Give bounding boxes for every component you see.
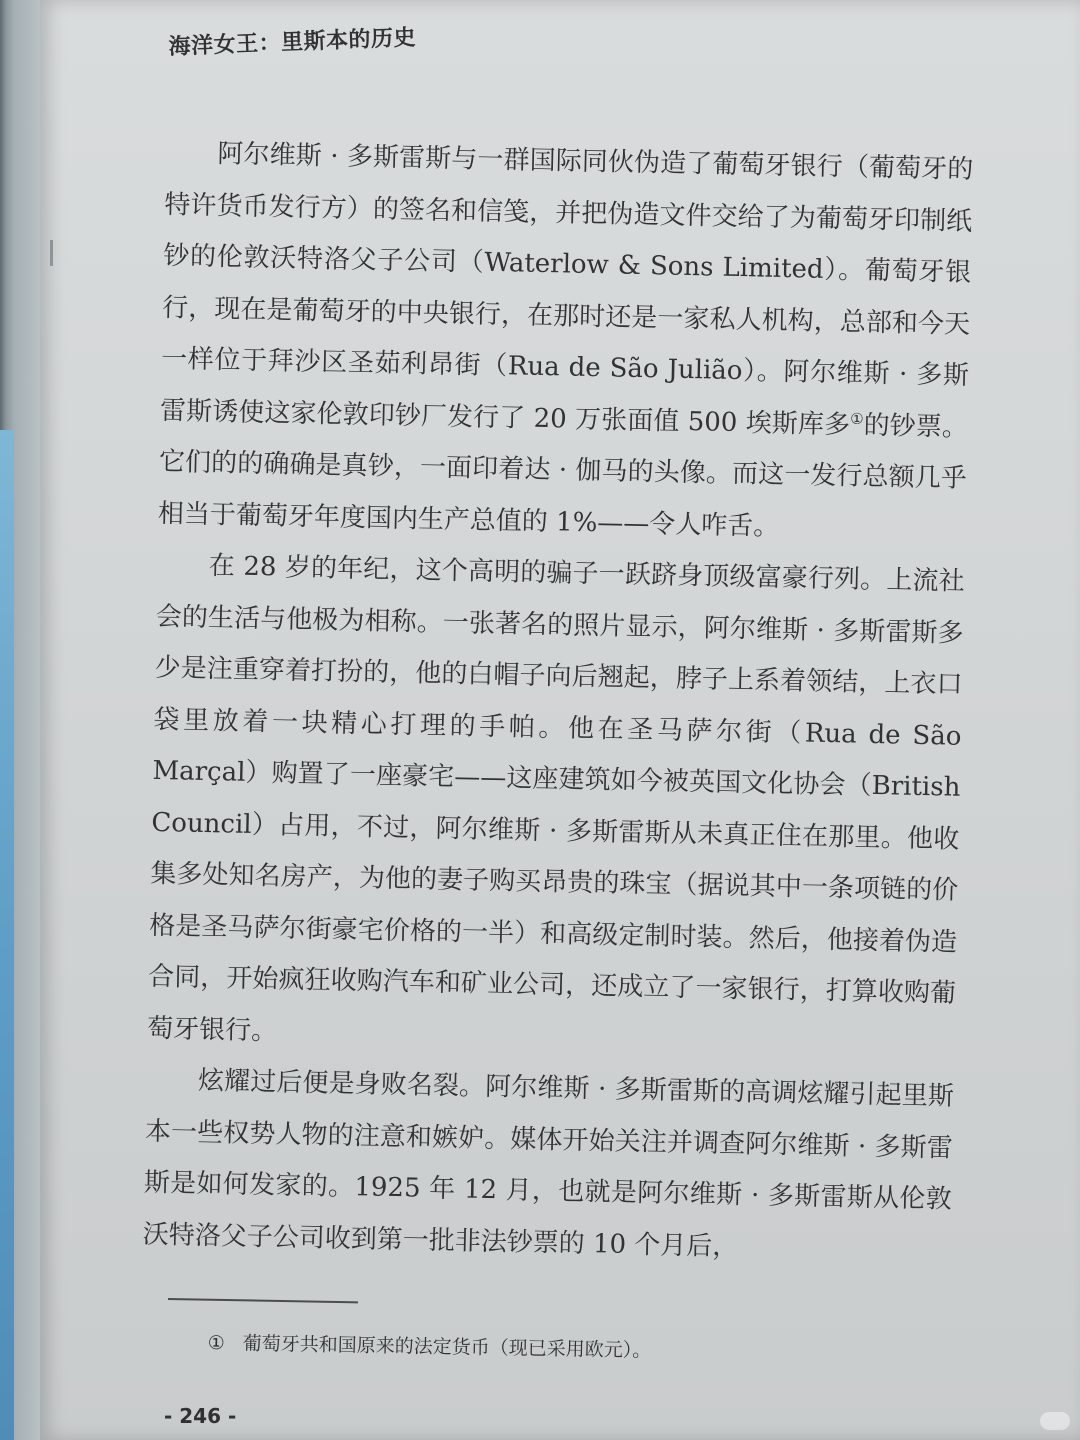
paragraph-1-text: 阿尔维斯 · 多斯雷斯与一群国际同伙伪造了葡萄牙银行（葡萄牙的特许货币发行方）的签名和信笺，并把伪造文件交给了为葡萄牙印制纸钞的伦敦沃特洛父子公司（Waterlow & Sons Limited）。葡萄牙银行，现在是葡萄牙的中央银行，在那时还是一家私人机构，总部和今天一样位于拜沙区圣茹利昂街（Rua de São Julião）。阿尔维斯 · 多斯雷斯诱使这家伦敦印钞厂发行了 20 万张面值 500 埃斯库多 [159, 139, 974, 440]
body-text [142, 128, 974, 1278]
footnote-reference: ① [850, 409, 864, 428]
watermark-logo [1040, 1412, 1070, 1430]
paragraph-1 [157, 128, 973, 557]
paragraph-3: 炫耀过后便是身败名裂。阿尔维斯 · 多斯雷斯的高调炫耀引起里斯本一些权势人物的注意和嫉妒。媒体开始关注并调查阿尔维斯 · 多斯雷斯是如何发家的。1925 年 12 月，也就是阿尔维斯 · 多斯雷斯从伦敦沃特洛父子公司收到第一批非法钞票的 10 个月后， [142, 1065, 955, 1262]
footnote-text: 葡萄牙共和国原来的法定货币（现已采用欧元）。 [242, 1332, 652, 1362]
page-number: - 246 - [164, 1404, 237, 1428]
footnote-mark: ① [207, 1331, 225, 1355]
paragraph-1-text-cont: 的钞票。它们的的确确是真钞，一面印着达 · 伽马的头像。而这一发行总额几乎相当于葡萄牙年度国内生产总值的 1%——令人咋舌。 [157, 410, 969, 542]
page-edge-mark [50, 240, 53, 266]
background-object [0, 430, 14, 1440]
paragraph-2: 在 28 岁的年纪，这个高明的骗子一跃跻身顶级富豪行列。上流社会的生活与他极为相称。一张著名的照片显示，阿尔维斯 · 多斯雷斯多少是注重穿着打扮的，他的白帽子向后翘起，脖子上系着领结，上衣口袋里放着一块精心打理的手帕。他在圣马萨尔街（Rua de São Marçal）购置了一座豪宅——这座建筑如今被英国文化协会（British Council）占用，不过，阿尔维斯 · 多斯雷斯从未真正住在那里。他收集多处知名房产，为他的妻子购买昂贵的珠宝（据说其中一条项链的价格是圣马萨尔街豪宅价格的一半）和高级定制时装。然后，他接着伪造合同，开始疯狂收购汽车和矿业公司，还成立了一家银行，打算收购葡萄牙银行。 [146, 550, 965, 1047]
running-head: 海洋女王：里斯本的历史 [168, 25, 417, 60]
